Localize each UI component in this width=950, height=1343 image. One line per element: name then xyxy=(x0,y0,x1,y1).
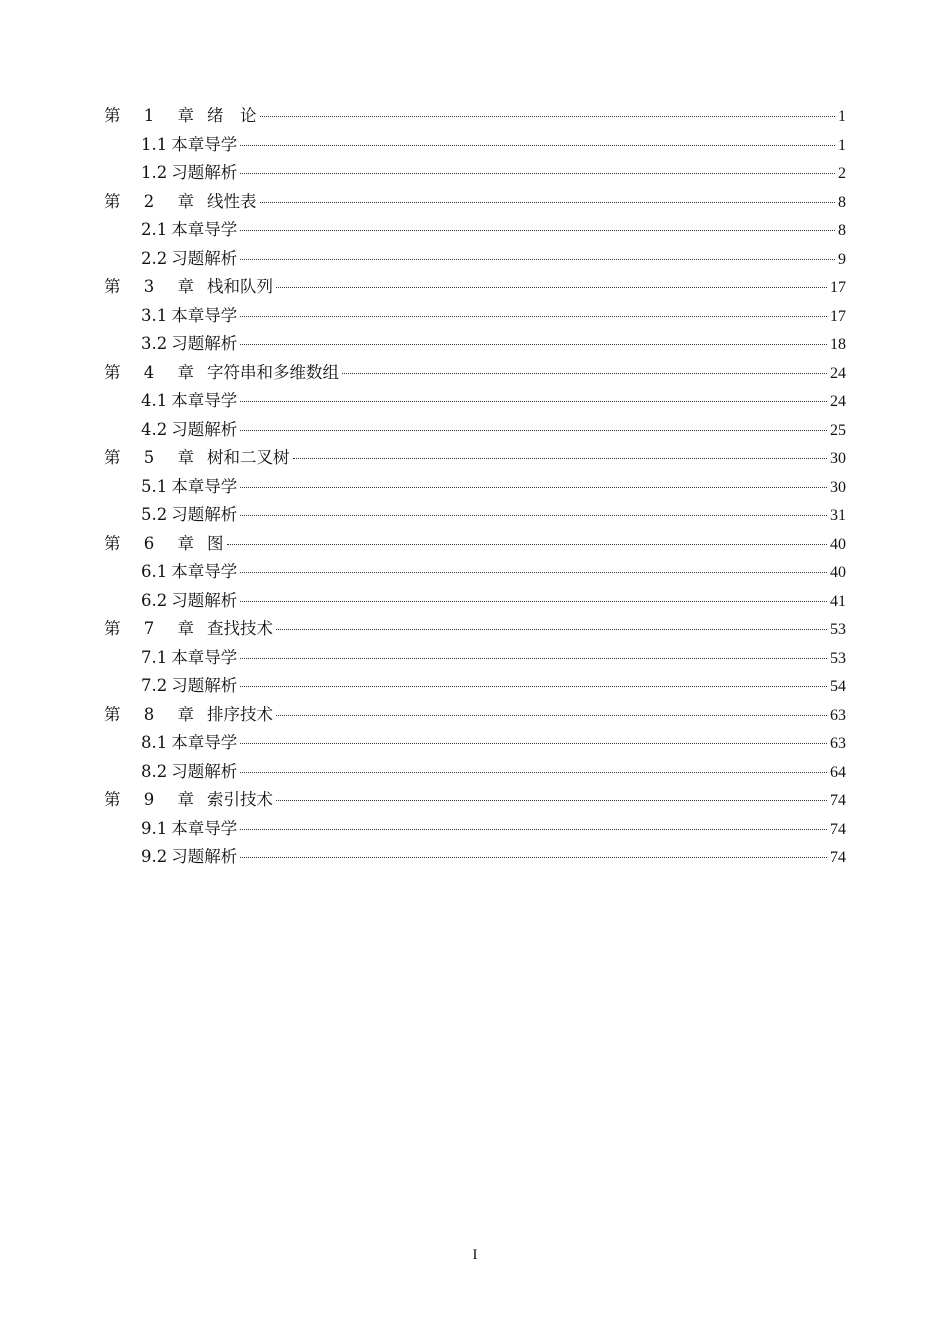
toc-page-number: 25 xyxy=(830,421,846,439)
section-number: 4.2 xyxy=(141,419,168,439)
toc-page-number: 1 xyxy=(838,108,846,125)
toc-section-entry[interactable] xyxy=(104,387,846,416)
section-title: 本章导学 xyxy=(171,305,238,325)
toc-section-entry[interactable] xyxy=(104,473,846,502)
toc-section-entry[interactable] xyxy=(104,672,846,701)
dot-leader xyxy=(276,800,827,801)
section-title: 习题解析 xyxy=(171,248,238,268)
dot-leader xyxy=(240,259,835,260)
toc-entry-label xyxy=(141,216,237,245)
dot-leader xyxy=(240,743,827,744)
toc-entry-label xyxy=(141,159,237,188)
section-number: 2.1 xyxy=(141,220,168,239)
toc-page-number: 53 xyxy=(830,621,846,638)
section-title: 本章导学 xyxy=(171,391,238,410)
toc-entry-label xyxy=(104,701,273,730)
section-number: 4.1 xyxy=(141,391,168,410)
section-number: 7.2 xyxy=(141,676,168,695)
dot-leader xyxy=(260,202,836,203)
chapter-title: 字符串和多维数组 xyxy=(207,362,339,382)
toc-entry-label xyxy=(104,530,224,559)
section-number: 2.2 xyxy=(141,248,168,268)
dot-leader xyxy=(240,829,827,830)
section-title: 本章导学 xyxy=(171,476,238,496)
section-number: 8.1 xyxy=(141,733,168,752)
toc-chapter-entry[interactable] xyxy=(104,444,846,473)
dot-leader xyxy=(276,715,827,716)
toc-entry-label xyxy=(104,444,290,473)
toc-page-number: 74 xyxy=(830,849,846,866)
chapter-title: 树和二叉树 xyxy=(207,448,290,467)
section-title: 本章导学 xyxy=(171,134,238,154)
toc-section-entry[interactable] xyxy=(104,216,846,245)
toc-section-entry[interactable] xyxy=(104,729,846,758)
chapter-title: 查找技术 xyxy=(207,619,273,638)
chapter-number: 第 6 章 xyxy=(104,533,203,553)
section-number: 6.2 xyxy=(141,590,168,610)
toc-entry-label xyxy=(141,843,237,872)
section-title: 习题解析 xyxy=(171,419,238,439)
section-title: 习题解析 xyxy=(171,505,238,524)
toc-page-number: 24 xyxy=(830,364,846,382)
dot-leader xyxy=(293,458,828,459)
section-title: 习题解析 xyxy=(171,676,238,695)
chapter-title: 线性表 xyxy=(207,191,257,211)
chapter-number: 第 4 章 xyxy=(104,362,203,382)
toc-page-number: 63 xyxy=(830,706,846,724)
toc-section-entry[interactable] xyxy=(104,758,846,787)
section-title: 习题解析 xyxy=(171,847,238,866)
toc-page-number: 24 xyxy=(830,393,846,410)
toc-section-entry[interactable] xyxy=(104,245,846,274)
toc-entry-label xyxy=(141,644,237,673)
dot-leader xyxy=(276,287,827,288)
chapter-title: 绪 论 xyxy=(207,106,257,125)
page-number: I xyxy=(472,1247,478,1263)
chapter-number: 第 7 章 xyxy=(104,619,203,638)
section-number: 8.2 xyxy=(141,761,168,781)
toc-chapter-entry[interactable] xyxy=(104,102,846,131)
chapter-number: 第 3 章 xyxy=(104,277,203,296)
chapter-number: 第 5 章 xyxy=(104,448,203,467)
chapter-number: 第 8 章 xyxy=(104,704,203,724)
section-title: 本章导学 xyxy=(171,818,238,838)
dot-leader xyxy=(240,686,827,687)
dot-leader xyxy=(240,772,827,773)
chapter-number: 第 1 章 xyxy=(104,106,203,125)
section-number: 3.1 xyxy=(141,305,168,325)
toc-section-entry[interactable] xyxy=(104,558,846,587)
toc-page-number: 9 xyxy=(838,250,846,268)
dot-leader xyxy=(240,601,827,602)
section-number: 6.1 xyxy=(141,562,168,581)
section-number: 9.2 xyxy=(141,847,168,866)
toc-section-entry[interactable] xyxy=(104,302,846,331)
toc-entry-label xyxy=(141,758,237,787)
toc-page-number: 54 xyxy=(830,678,846,695)
section-number: 9.1 xyxy=(141,818,168,838)
section-number: 1.2 xyxy=(141,163,168,182)
toc-entry-label xyxy=(141,387,237,416)
dot-leader xyxy=(240,572,827,573)
toc-page-number: 40 xyxy=(830,535,846,553)
toc-page-number: 40 xyxy=(830,564,846,581)
toc-page-number: 53 xyxy=(830,649,846,667)
dot-leader xyxy=(240,857,827,858)
toc-chapter-entry[interactable] xyxy=(104,359,846,388)
toc-chapter-entry[interactable] xyxy=(104,188,846,217)
dot-leader xyxy=(240,316,827,317)
toc-page-number: 17 xyxy=(830,307,846,325)
toc-entry-label xyxy=(141,473,237,502)
section-title: 本章导学 xyxy=(171,220,238,239)
dot-leader xyxy=(240,145,835,146)
toc-page-number: 30 xyxy=(830,478,846,496)
dot-leader xyxy=(240,430,827,431)
section-number: 7.1 xyxy=(141,647,168,667)
chapter-title: 排序技术 xyxy=(207,704,273,724)
toc-entry-label xyxy=(141,330,237,359)
toc-page-number: 64 xyxy=(830,763,846,781)
chapter-title: 图 xyxy=(207,533,224,553)
toc-page-number: 41 xyxy=(830,592,846,610)
dot-leader xyxy=(342,373,827,374)
dot-leader xyxy=(240,173,835,174)
toc-page-number: 31 xyxy=(830,507,846,524)
toc-entry-label xyxy=(141,672,237,701)
toc-entry-label xyxy=(104,615,273,644)
toc-section-entry[interactable] xyxy=(104,416,846,445)
section-title: 习题解析 xyxy=(171,590,238,610)
dot-leader xyxy=(240,230,835,231)
chapter-number: 第 9 章 xyxy=(104,790,203,809)
toc-entry-label xyxy=(104,786,273,815)
toc-entry-label xyxy=(141,245,237,274)
toc-page-number: 18 xyxy=(830,336,846,353)
toc-page-number: 2 xyxy=(838,165,846,182)
toc-chapter-entry[interactable] xyxy=(104,701,846,730)
section-number: 5.1 xyxy=(141,476,168,496)
toc-entry-label xyxy=(104,188,257,217)
dot-leader xyxy=(240,658,827,659)
toc-page-number: 17 xyxy=(830,279,846,296)
toc-entry-label xyxy=(104,359,339,388)
toc-section-entry[interactable] xyxy=(104,330,846,359)
toc-entry-label xyxy=(141,815,237,844)
toc-chapter-entry[interactable] xyxy=(104,786,846,815)
chapter-title: 栈和队列 xyxy=(207,277,273,296)
section-number: 3.2 xyxy=(141,334,168,353)
dot-leader xyxy=(240,515,827,516)
toc-chapter-entry[interactable] xyxy=(104,273,846,302)
toc-section-entry[interactable] xyxy=(104,587,846,616)
toc-entry-label xyxy=(141,501,237,530)
dot-leader xyxy=(240,344,827,345)
toc-section-entry[interactable] xyxy=(104,159,846,188)
dot-leader xyxy=(240,401,827,402)
toc-entry-label xyxy=(141,558,237,587)
toc-page-number: 8 xyxy=(838,222,846,239)
dot-leader xyxy=(240,487,827,488)
chapter-title: 索引技术 xyxy=(207,790,273,809)
toc-page-number: 30 xyxy=(830,450,846,467)
section-number: 1.1 xyxy=(141,134,168,154)
toc-entry-label xyxy=(104,102,257,131)
table-of-contents xyxy=(104,102,846,872)
toc-chapter-entry[interactable] xyxy=(104,615,846,644)
toc-section-entry[interactable] xyxy=(104,644,846,673)
toc-entry-label xyxy=(141,131,237,160)
dot-leader xyxy=(227,544,828,545)
toc-entry-label xyxy=(141,587,237,616)
section-title: 习题解析 xyxy=(171,163,238,182)
toc-entry-label xyxy=(141,416,237,445)
toc-page-number: 1 xyxy=(838,136,846,154)
dot-leader xyxy=(260,116,836,117)
chapter-number: 第 2 章 xyxy=(104,191,203,211)
toc-section-entry[interactable] xyxy=(104,843,846,872)
toc-section-entry[interactable] xyxy=(104,131,846,160)
section-title: 本章导学 xyxy=(171,647,238,667)
toc-section-entry[interactable] xyxy=(104,501,846,530)
dot-leader xyxy=(276,629,827,630)
toc-page-number: 74 xyxy=(830,792,846,809)
section-title: 习题解析 xyxy=(171,761,238,781)
section-title: 习题解析 xyxy=(171,334,238,353)
section-title: 本章导学 xyxy=(171,562,238,581)
toc-page-number: 8 xyxy=(838,193,846,211)
toc-entry-label xyxy=(141,729,237,758)
toc-entry-label xyxy=(141,302,237,331)
toc-section-entry[interactable] xyxy=(104,815,846,844)
toc-entry-label xyxy=(104,273,273,302)
toc-page-number: 63 xyxy=(830,735,846,752)
toc-page-number: 74 xyxy=(830,820,846,838)
section-title: 本章导学 xyxy=(171,733,238,752)
toc-chapter-entry[interactable] xyxy=(104,530,846,559)
section-number: 5.2 xyxy=(141,505,168,524)
